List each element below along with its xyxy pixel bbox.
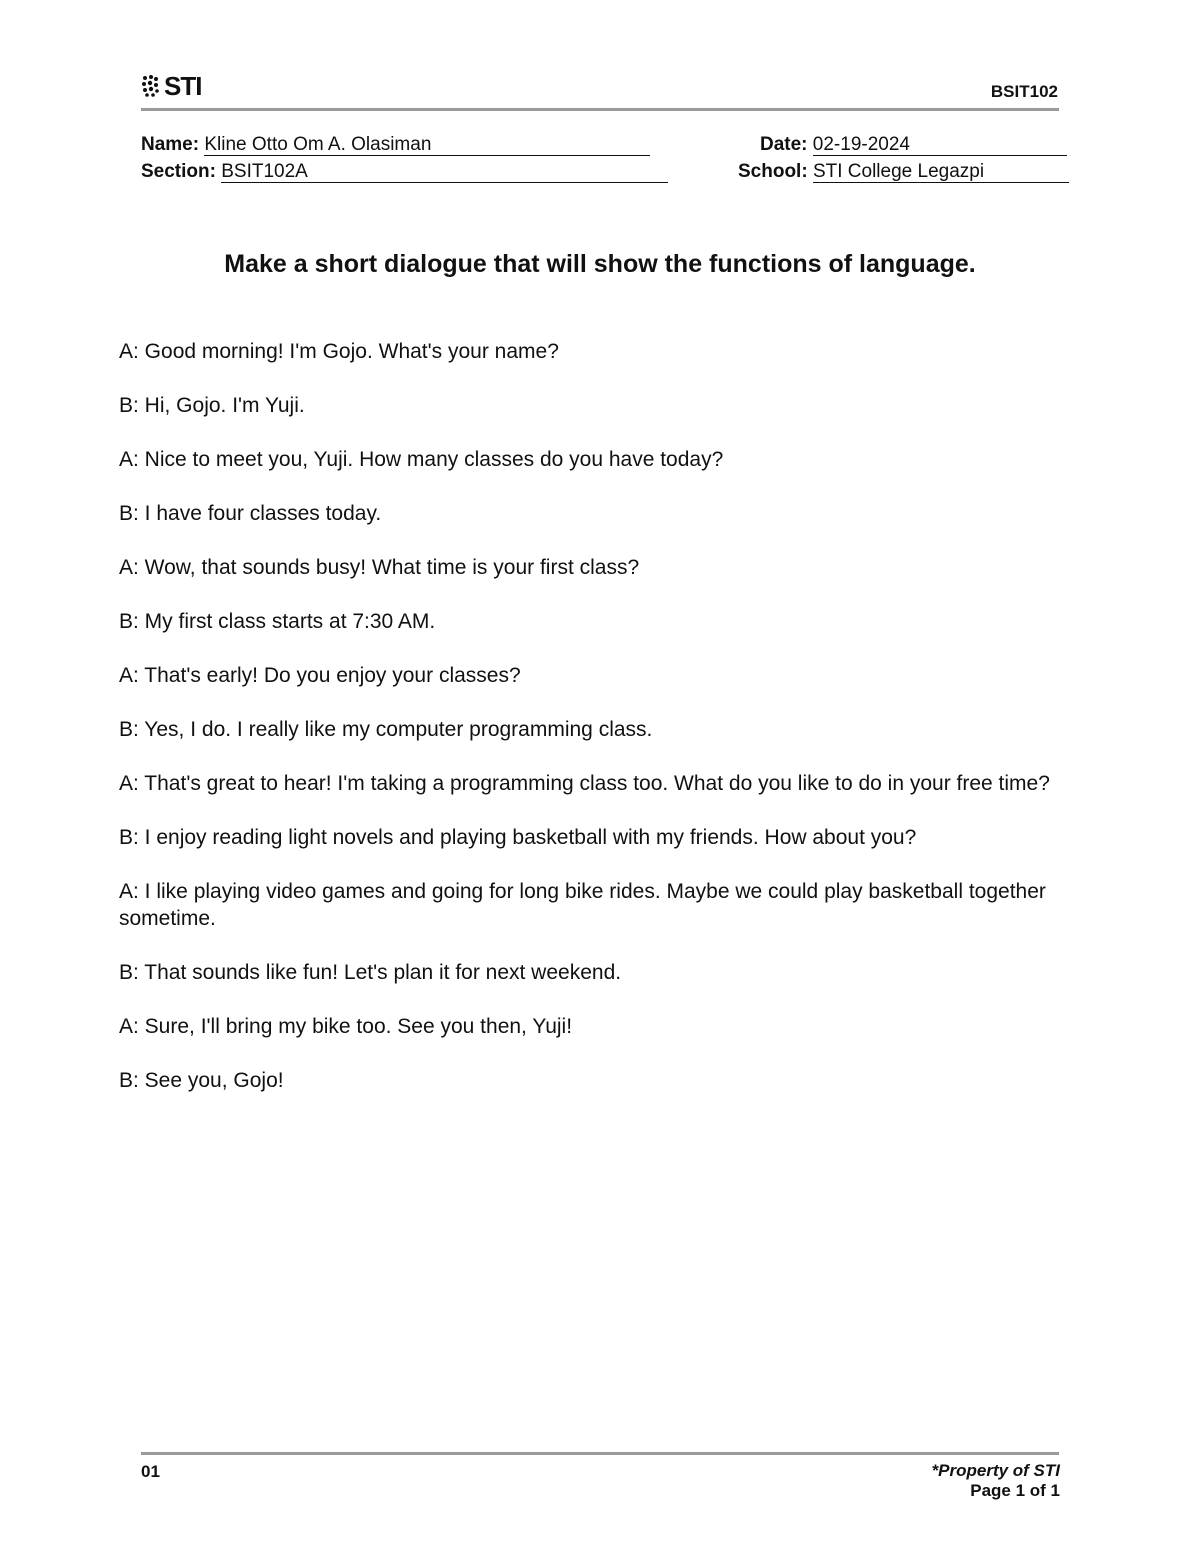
header-divider xyxy=(141,108,1059,111)
name-label: Name: xyxy=(141,134,200,155)
date-label: Date: xyxy=(760,134,808,155)
dialogue-line: A: Wow, that sounds busy! What time is your first class? xyxy=(119,556,640,579)
footer-divider xyxy=(141,1452,1059,1455)
footer-code: 01 xyxy=(141,1462,160,1481)
dialogue-line: B: That sounds like fun! Let's plan it for next weekend. xyxy=(119,961,622,984)
dialogue-line: A: Good morning! I'm Gojo. What's your name? xyxy=(119,340,559,363)
page-count: Page 1 of 1 xyxy=(970,1481,1060,1500)
dialogue-line: B: Yes, I do. I really like my computer programming class. xyxy=(119,718,653,741)
dialogue-line: B: My first class starts at 7:30 AM. xyxy=(119,610,436,633)
dialogue-line: A: Nice to meet you, Yuji. How many classes do you have today? xyxy=(119,448,724,471)
school-field xyxy=(738,161,1069,183)
logo-text: STI xyxy=(164,70,202,101)
name-value: Kline Otto Om A. Olasiman xyxy=(204,135,650,156)
school-label: School: xyxy=(738,161,808,182)
dialogue-line: A: Sure, I'll bring my bike too. See you then, Yuji! xyxy=(119,1015,573,1038)
footer-info xyxy=(932,1461,1060,1501)
course-code: BSIT102 xyxy=(990,82,1058,101)
dialogue-line: B: I enjoy reading light novels and playing basketball with my friends. How about you? xyxy=(119,826,917,849)
section-field xyxy=(141,161,668,183)
dialogue-line: A: That's early! Do you enjoy your classes? xyxy=(119,664,521,687)
activity-prompt: Make a short dialogue that will show the functions of language. xyxy=(224,250,976,278)
section-label: Section: xyxy=(141,161,216,182)
school-value: STI College Legazpi xyxy=(813,162,1069,183)
dialogue-line: B: See you, Gojo! xyxy=(119,1069,284,1092)
sti-globe-icon xyxy=(141,73,161,99)
dialogue-line: A: I like playing video games and going for long bike rides. Maybe we could play basketball together sometime. xyxy=(119,880,1046,930)
dialogue xyxy=(119,338,1081,1121)
dialogue-line: B: Hi, Gojo. I'm Yuji. xyxy=(119,394,305,417)
property-notice: *Property of STI xyxy=(931,1461,1060,1480)
dialogue-line: B: I have four classes today. xyxy=(119,502,382,525)
dialogue-line: A: That's great to hear! I'm taking a programming class too. What do you like to do in your free time? xyxy=(119,772,1050,795)
date-value: 02-19-2024 xyxy=(813,135,1067,156)
section-value: BSIT102A xyxy=(221,162,668,183)
sti-logo xyxy=(141,70,211,102)
name-field xyxy=(141,134,650,156)
date-field xyxy=(760,134,1067,156)
